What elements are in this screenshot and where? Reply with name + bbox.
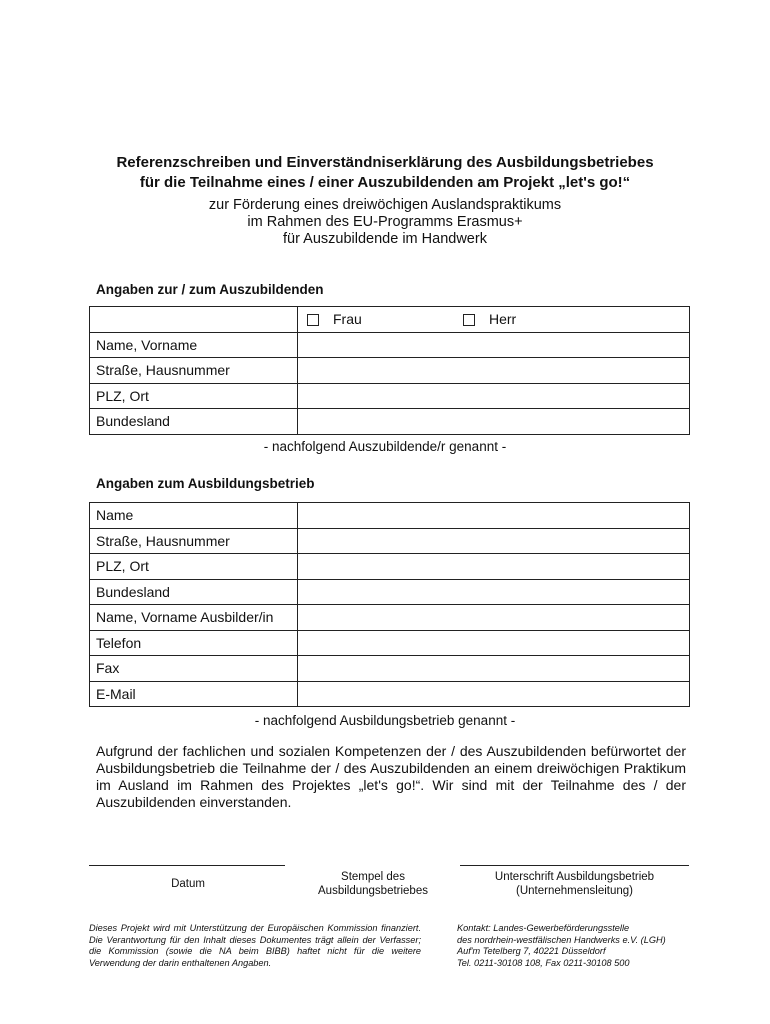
company-row-name [90,503,690,529]
company-row-trainer [90,605,690,631]
date-label: Datum [171,878,205,890]
trainee-label-zip-city: PLZ, Ort [90,383,298,409]
title-line-2: für die Teilnahme eines / einer Auszubildenden am Projekt „let's go!“ [139,174,631,191]
trainee-row-street [90,358,690,384]
contact-line-1: Kontakt: Landes-Gewerbeförderungsstelle [457,923,630,933]
checkbox-frau[interactable] [307,314,319,326]
gender-option-herr[interactable] [463,311,516,327]
company-row-zip-city [90,554,690,580]
company-field-trainer[interactable] [298,605,690,631]
subtitle-line-3: für Auszubildende im Handwerk [283,231,487,247]
document-subtitle [0,197,770,248]
stamp-label-line-1: Stempel des [341,871,405,883]
gender-option-frau[interactable] [307,311,362,327]
document-title [0,153,770,193]
stamp-label [298,870,448,898]
contact-line-3: Auf'm Tetelberg 7, 40221 Düsseldorf [457,946,606,956]
company-label-phone: Telefon [90,630,298,656]
gender-label-herr: Herr [489,311,517,328]
trainee-row-zip-city [90,383,690,409]
trainee-label-state: Bundesland [90,409,298,435]
company-field-street[interactable] [298,528,690,554]
company-field-email[interactable] [298,681,690,707]
company-row-email [90,681,690,707]
company-field-phone[interactable] [298,630,690,656]
company-label-zip-city: PLZ, Ort [90,554,298,580]
trainee-row-state [90,409,690,435]
company-field-name[interactable] [298,503,690,529]
trainee-label-name: Name, Vorname [90,332,298,358]
consent-statement: Aufgrund der fachlichen und sozialen Kompetenzen der / des Auszubildenden befürwortet der Ausbildungsbetrieb die Teilnahme der / des Auszubildenden an einem dreiwöchigen Praktikum im Ausland im Rahmen des Projektes „let's go!“. Wir sind mit der Teilnahme des / der Auszubildenden einverstanden. [96,743,686,810]
company-label-trainer: Name, Vorname Ausbilder/in [90,605,298,631]
company-row-phone [90,630,690,656]
company-field-fax[interactable] [298,656,690,682]
date-signature-line [89,865,285,866]
subtitle-line-1: zur Förderung eines dreiwöchigen Auslandspraktikums [208,197,562,213]
company-note: - nachfolgend Ausbildungsbetrieb genannt - [254,713,516,728]
title-line-1: Referenzschreiben und Einverständniserklärung des Ausbildungsbetriebes [116,154,654,171]
gender-row-empty-label [90,307,298,333]
company-field-zip-city[interactable] [298,554,690,580]
trainee-row-name [90,332,690,358]
company-signature-line [460,865,689,866]
signature-label-line-2: (Unternehmensleitung) [516,885,633,897]
trainee-label-street: Straße, Hausnummer [90,358,298,384]
trainee-note: - nachfolgend Auszubildende/r genannt - [263,439,507,454]
stamp-label-line-2: Ausbildungsbetriebes [318,885,428,897]
company-row-fax [90,656,690,682]
trainee-field-name[interactable] [298,332,690,358]
company-label-street: Straße, Hausnummer [90,528,298,554]
footer-disclaimer: Dieses Projekt wird mit Unterstützung der Europäischen Kommission finanziert. Die Verantwortung für den Inhalt dieses Dokumentes trägt allein der Verfasser; die Kommission (sowie die NA beim BIBB) haftet nicht für die weitere Verwendung der darin enthaltenen Angaben. [89,923,421,968]
trainee-form-table [89,306,690,435]
signature-label [460,870,689,898]
gender-row [90,307,690,333]
trainee-field-state[interactable] [298,409,690,435]
trainee-field-zip-city[interactable] [298,383,690,409]
company-section-heading: Angaben zum Ausbildungsbetrieb [96,476,315,491]
company-label-state: Bundesland [90,579,298,605]
checkbox-herr[interactable] [463,314,475,326]
company-label-email: E-Mail [90,681,298,707]
signature-label-line-1: Unterschrift Ausbildungsbetrieb [494,871,655,883]
trainee-field-street[interactable] [298,358,690,384]
subtitle-line-2: im Rahmen des EU-Programms Erasmus+ [247,214,523,230]
company-form-table [89,502,690,707]
contact-line-2: des nordrhein-westfälischen Handwerks e.V. (LGH) [457,934,666,945]
company-label-fax: Fax [90,656,298,682]
company-row-street [90,528,690,554]
company-row-state [90,579,690,605]
footer-contact [457,923,717,969]
company-label-name: Name [90,503,298,529]
contact-line-4: Tel. 0211-30108 108, Fax 0211-30108 500 [457,957,630,968]
gender-options-cell [298,307,690,333]
trainee-section-heading: Angaben zur / zum Auszubildenden [96,282,324,297]
company-field-state[interactable] [298,579,690,605]
gender-label-frau: Frau [333,311,362,328]
